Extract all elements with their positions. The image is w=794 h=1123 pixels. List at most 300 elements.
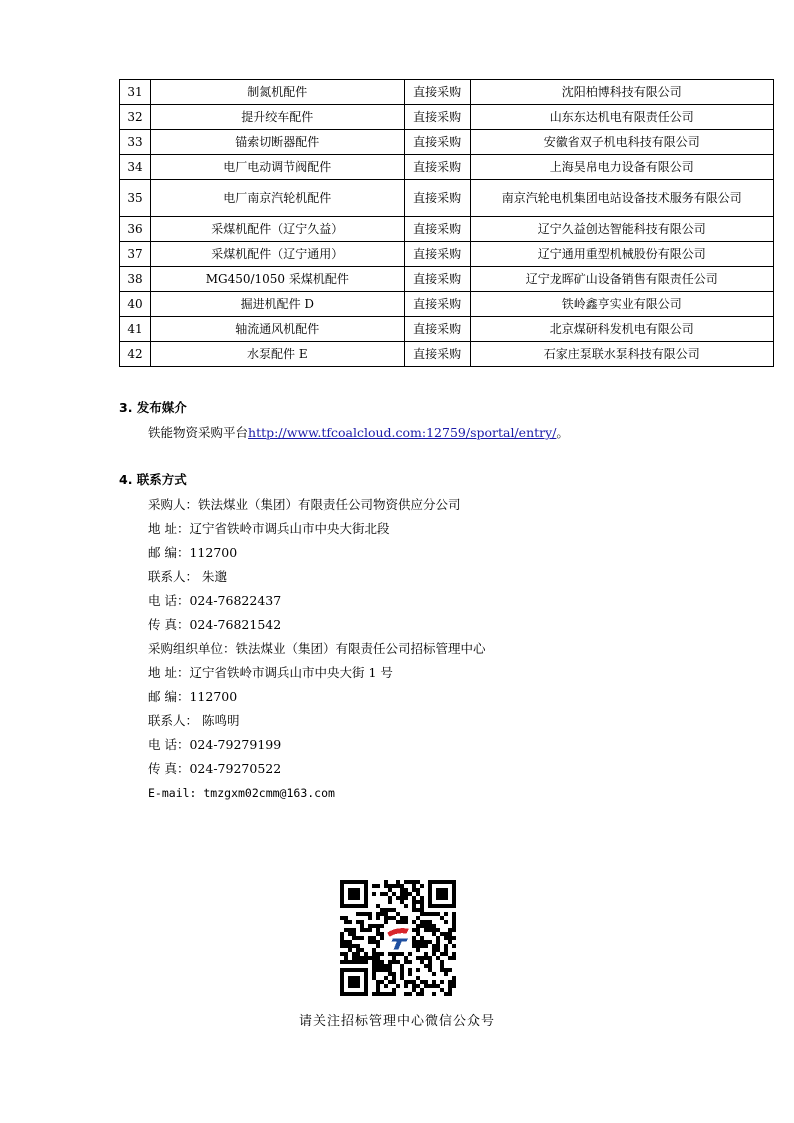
qr-module [372, 952, 376, 956]
item-name: 水泵配件 E [150, 342, 404, 367]
qr-module [452, 956, 456, 960]
qr-module [376, 964, 380, 968]
qr-module [380, 936, 384, 940]
qr-module [376, 984, 380, 988]
qr-finder-core [348, 888, 360, 900]
qr-module [360, 956, 364, 960]
qr-module [440, 988, 444, 992]
qr-module [452, 920, 456, 924]
qr-module [364, 912, 368, 916]
buyer-contact-line: 联系人： 朱邈 [148, 569, 227, 584]
qr-module [432, 944, 436, 948]
qr-module [428, 940, 432, 944]
qr-module [388, 896, 392, 900]
qr-module [372, 956, 376, 960]
qr-module [444, 948, 448, 952]
item-name: 掘进机配件 D [150, 292, 404, 317]
qr-module [356, 952, 360, 956]
qr-module [452, 980, 456, 984]
row-number: 35 [120, 180, 151, 217]
qr-module [352, 960, 356, 964]
qr-module [384, 964, 388, 968]
table-row [120, 130, 774, 155]
row-number: 38 [120, 267, 151, 292]
qr-module [384, 884, 388, 888]
buyer-postcode-line: 邮 编：112700 [148, 545, 238, 560]
qr-module [348, 948, 352, 952]
qr-module [384, 992, 388, 996]
qr-module [396, 912, 400, 916]
row-number: 40 [120, 292, 151, 317]
qr-module [384, 920, 388, 924]
qr-module [436, 912, 440, 916]
qr-module [440, 952, 444, 956]
qr-module [380, 992, 384, 996]
qr-module [380, 908, 384, 912]
qr-module [360, 960, 364, 964]
qr-module [376, 968, 380, 972]
qr-module [412, 884, 416, 888]
qr-module [396, 896, 400, 900]
qr-module [392, 992, 396, 996]
qr-module [444, 952, 448, 956]
qr-module [412, 880, 416, 884]
qr-module [360, 924, 364, 928]
qr-module [352, 932, 356, 936]
qr-module [368, 956, 372, 960]
qr-module [424, 912, 428, 916]
table-row [120, 155, 774, 180]
item-name: 电厂南京汽轮机配件 [150, 180, 404, 217]
item-name: 轴流通风机配件 [150, 317, 404, 342]
qr-module [452, 984, 456, 988]
qr-module [340, 944, 344, 948]
qr-module [436, 928, 440, 932]
qr-module [368, 928, 372, 932]
procurement-method: 直接采购 [404, 292, 470, 317]
qr-module [372, 992, 376, 996]
qr-module [372, 964, 376, 968]
qr-module [420, 908, 424, 912]
qr-module [416, 968, 420, 972]
qr-module [400, 896, 404, 900]
publication-line [119, 423, 569, 441]
qr-module [368, 940, 372, 944]
qr-module [392, 892, 396, 896]
qr-module [404, 880, 408, 884]
qr-module [420, 992, 424, 996]
qr-module [388, 992, 392, 996]
qr-module [412, 988, 416, 992]
qr-module [340, 936, 344, 940]
qr-module [400, 968, 404, 972]
item-name: 锚索切断器配件 [150, 130, 404, 155]
supplier-name: 山东东达机电有限责任公司 [470, 105, 773, 130]
supplier-name: 北京煤研科发机电有限公司 [470, 317, 773, 342]
qr-module [356, 960, 360, 964]
row-number: 36 [120, 217, 151, 242]
qr-module [424, 924, 428, 928]
qr-module [376, 928, 380, 932]
qr-module [412, 896, 416, 900]
qr-module [416, 956, 420, 960]
qr-module [452, 944, 456, 948]
table-row [120, 217, 774, 242]
qr-module [372, 976, 376, 980]
qr-module [340, 916, 344, 920]
qr-module [412, 940, 416, 944]
qr-module [388, 960, 392, 964]
qr-module [432, 952, 436, 956]
qr-module [376, 904, 380, 908]
qr-module [388, 884, 392, 888]
qr-module [416, 948, 420, 952]
item-name: 制氮机配件 [150, 80, 404, 105]
qr-module [396, 960, 400, 964]
qr-module [432, 948, 436, 952]
buyer-fax-line: 传 真：024-76821542 [148, 617, 282, 632]
qr-module [432, 980, 436, 984]
qr-module [400, 900, 404, 904]
qr-module [340, 932, 344, 936]
qr-module [420, 940, 424, 944]
qr-module [452, 928, 456, 932]
qr-module [432, 912, 436, 916]
qr-module [348, 960, 352, 964]
qr-module [356, 936, 360, 940]
qr-module [448, 936, 452, 940]
qr-module [396, 880, 400, 884]
procurement-method: 直接采购 [404, 217, 470, 242]
qr-module [392, 972, 396, 976]
qr-module [348, 928, 352, 932]
qr-module [448, 932, 452, 936]
qr-module [364, 952, 368, 956]
table-row [120, 267, 774, 292]
qr-module [432, 924, 436, 928]
procurement-method: 直接采购 [404, 155, 470, 180]
qr-module [436, 984, 440, 988]
qr-module [440, 932, 444, 936]
qr-module [356, 920, 360, 924]
qr-module [372, 892, 376, 896]
qr-module [408, 892, 412, 896]
qr-module [404, 920, 408, 924]
qr-module [416, 984, 420, 988]
qr-module [384, 912, 388, 916]
qr-module [420, 956, 424, 960]
qr-module [408, 992, 412, 996]
procurement-method: 直接采购 [404, 267, 470, 292]
procurement-method: 直接采购 [404, 317, 470, 342]
qr-module [420, 924, 424, 928]
qr-module [412, 980, 416, 984]
qr-code-graphic [340, 880, 456, 996]
qr-finder-core [436, 888, 448, 900]
qr-module [424, 964, 428, 968]
qr-module [436, 944, 440, 948]
procurement-method: 直接采购 [404, 180, 470, 217]
table-row [120, 342, 774, 367]
qr-module [380, 952, 384, 956]
qr-code-icon [340, 880, 456, 996]
qr-module [392, 988, 396, 992]
row-number: 34 [120, 155, 151, 180]
qr-module [388, 964, 392, 968]
qr-module [420, 896, 424, 900]
organizer-phone-line: 电 话：024-79279199 [148, 737, 282, 752]
table-row [120, 242, 774, 267]
qr-module [348, 940, 352, 944]
qr-module [444, 932, 448, 936]
qr-module [400, 916, 404, 920]
table-row [120, 180, 774, 217]
procurement-method: 直接采购 [404, 105, 470, 130]
qr-module [352, 928, 356, 932]
qr-module [404, 892, 408, 896]
qr-module [416, 932, 420, 936]
qr-module [380, 912, 384, 916]
qr-module [404, 956, 408, 960]
table-row [120, 292, 774, 317]
qr-module [452, 912, 456, 916]
qr-module [416, 928, 420, 932]
qr-module [376, 960, 380, 964]
qr-module [412, 904, 416, 908]
qr-module [376, 988, 380, 992]
qr-module [420, 884, 424, 888]
row-number: 31 [120, 80, 151, 105]
qr-module [420, 980, 424, 984]
qr-module [444, 912, 448, 916]
qr-module [344, 920, 348, 924]
qr-module [420, 944, 424, 948]
platform-name: 铁能物资采购平台 [148, 425, 249, 440]
qr-module [384, 908, 388, 912]
qr-module [432, 984, 436, 988]
row-number: 37 [120, 242, 151, 267]
qr-module [356, 948, 360, 952]
qr-module [424, 944, 428, 948]
qr-module [416, 892, 420, 896]
qr-module [452, 976, 456, 980]
qr-module [396, 884, 400, 888]
qr-module [404, 888, 408, 892]
qr-caption: 请关注招标管理中心微信公众号 [298, 1014, 495, 1029]
qr-module [380, 968, 384, 972]
table-row [120, 105, 774, 130]
qr-module [392, 916, 396, 920]
qr-module [392, 952, 396, 956]
qr-module [364, 956, 368, 960]
qr-module [344, 940, 348, 944]
qr-module [416, 888, 420, 892]
email-line: E-mail: tmzgxm02cmm@163.com [148, 786, 335, 800]
qr-module [396, 984, 400, 988]
qr-module [444, 968, 448, 972]
platform-link[interactable]: http://www.tfcoalcloud.com:12759/sportal/entry/ [248, 425, 557, 440]
qr-module [376, 980, 380, 984]
qr-module [376, 916, 380, 920]
qr-module [384, 880, 388, 884]
qr-module [388, 916, 392, 920]
contact-section [119, 470, 486, 805]
row-number: 42 [120, 342, 151, 367]
qr-module [420, 904, 424, 908]
section-heading: 4. 联系方式 [119, 472, 187, 487]
qr-module [428, 928, 432, 932]
qr-module [344, 956, 348, 960]
qr-module [360, 936, 364, 940]
procurement-table [119, 79, 774, 367]
qr-module [388, 908, 392, 912]
qr-module [424, 952, 428, 956]
qr-module [452, 916, 456, 920]
qr-module [404, 904, 408, 908]
qr-module [348, 932, 352, 936]
qr-module [428, 912, 432, 916]
qr-module [444, 920, 448, 924]
qr-module [404, 960, 408, 964]
qr-module [440, 960, 444, 964]
qr-module [416, 880, 420, 884]
qr-module [392, 976, 396, 980]
qr-module [368, 924, 372, 928]
qr-module [424, 956, 428, 960]
qr-module [448, 988, 452, 992]
qr-module [356, 912, 360, 916]
qr-module [452, 952, 456, 956]
qr-module [388, 952, 392, 956]
qr-module [344, 952, 348, 956]
qr-module [376, 924, 380, 928]
qr-module [416, 992, 420, 996]
qr-module [384, 968, 388, 972]
qr-module [400, 920, 404, 924]
qr-module [436, 956, 440, 960]
qr-module [400, 976, 404, 980]
qr-module [420, 936, 424, 940]
qr-module [420, 900, 424, 904]
supplier-name: 石家庄泵联水泵科技有限公司 [470, 342, 773, 367]
qr-module [348, 944, 352, 948]
qr-module [416, 916, 420, 920]
procurement-method: 直接采购 [404, 130, 470, 155]
qr-module [444, 992, 448, 996]
qr-module [360, 912, 364, 916]
qr-module [424, 980, 428, 984]
qr-module [440, 968, 444, 972]
item-name: 采煤机配件（辽宁通用） [150, 242, 404, 267]
row-number: 32 [120, 105, 151, 130]
row-number: 33 [120, 130, 151, 155]
qr-module [344, 928, 348, 932]
qr-module [412, 936, 416, 940]
organizer-contact-line: 联系人： 陈鸣明 [148, 713, 240, 728]
qr-module [384, 916, 388, 920]
procurement-table-body [120, 80, 774, 367]
qr-module [448, 984, 452, 988]
qr-module [364, 960, 368, 964]
supplier-name: 上海昊帛电力设备有限公司 [470, 155, 773, 180]
qr-module [408, 980, 412, 984]
qr-module [408, 968, 412, 972]
qr-module [432, 992, 436, 996]
qr-module [412, 908, 416, 912]
qr-module [432, 932, 436, 936]
qr-finder-core [348, 976, 360, 988]
qr-module [404, 916, 408, 920]
buyer-address-line: 地 址：辽宁省铁岭市调兵山市中央大街北段 [148, 521, 390, 536]
qr-module [372, 884, 376, 888]
qr-module [380, 924, 384, 928]
qr-module [428, 964, 432, 968]
qr-module [340, 960, 344, 964]
qr-module [376, 992, 380, 996]
organizer-line: 采购组织单位：铁法煤业（集团）有限责任公司招标管理中心 [148, 641, 486, 656]
qr-module [420, 920, 424, 924]
qr-module [372, 948, 376, 952]
qr-module [424, 928, 428, 932]
qr-module [396, 920, 400, 924]
item-name: MG450/1050 采煤机配件 [150, 267, 404, 292]
supplier-name: 铁岭鑫亨实业有限公司 [470, 292, 773, 317]
procurement-method: 直接采购 [404, 242, 470, 267]
organizer-postcode-line: 邮 编：112700 [148, 689, 238, 704]
qr-module [408, 880, 412, 884]
supplier-name: 辽宁通用重型机械股份有限公司 [470, 242, 773, 267]
qr-module [412, 928, 416, 932]
qr-module [420, 960, 424, 964]
qr-module [392, 884, 396, 888]
qr-module [344, 960, 348, 964]
qr-module [372, 940, 376, 944]
qr-module [408, 960, 412, 964]
qr-module [400, 884, 404, 888]
qr-module [380, 960, 384, 964]
qr-module [428, 984, 432, 988]
qr-module [412, 888, 416, 892]
organizer-address-line: 地 址：辽宁省铁岭市调兵山市中央大街 1 号 [148, 665, 393, 680]
qr-module [440, 916, 444, 920]
qr-module [372, 968, 376, 972]
qr-module [356, 956, 360, 960]
qr-module [348, 920, 352, 924]
qr-module [392, 980, 396, 984]
sentence-end: 。 [556, 425, 569, 440]
qr-module [388, 888, 392, 892]
publication-media-section [119, 398, 569, 441]
qr-module [440, 980, 444, 984]
qr-module [392, 960, 396, 964]
qr-module [432, 928, 436, 932]
qr-module [360, 920, 364, 924]
contact-list [119, 493, 486, 805]
item-name: 提升绞车配件 [150, 105, 404, 130]
supplier-name: 安徽省双子机电科技有限公司 [470, 130, 773, 155]
qr-module [388, 972, 392, 976]
qr-module [444, 936, 448, 940]
qr-module [388, 980, 392, 984]
qr-module [364, 928, 368, 932]
qr-module [400, 888, 404, 892]
qr-module [372, 924, 376, 928]
qr-module [404, 980, 408, 984]
qr-module [416, 924, 420, 928]
qr-module [412, 984, 416, 988]
qr-module [416, 976, 420, 980]
qr-module [412, 900, 416, 904]
